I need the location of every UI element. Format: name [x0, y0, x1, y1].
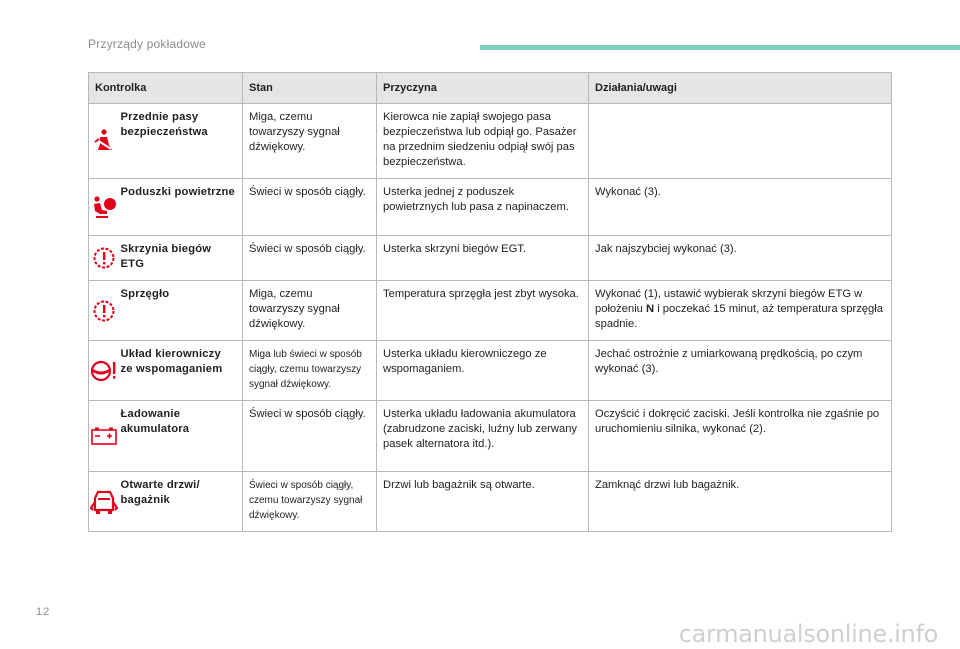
warning-cause: Usterka jednej z poduszek powietrznych lub pasa z napinaczem.: [377, 179, 589, 236]
section-title: Przyrządy pokładowe: [88, 37, 206, 51]
watermark: carmanualsonline.info: [678, 620, 938, 648]
table-row: [89, 104, 892, 179]
warning-action: Jechać ostrożnie z umiarkowaną prędkością, po czym wykonać (3).: [589, 341, 892, 401]
warning-action: Zamknąć drzwi lub bagażnik.: [589, 472, 892, 532]
table-row: [89, 179, 892, 236]
warning-name: Ładowanie akumulatora: [119, 401, 243, 472]
table-row: [89, 236, 892, 281]
warning-state: Świeci w sposób ciągły, czemu towarzyszy sygnał dźwiękowy.: [243, 472, 377, 532]
warning-name: Poduszki powietrzne: [119, 179, 243, 236]
warning-action: [589, 104, 892, 179]
warning-action: Wykonać (3).: [589, 179, 892, 236]
warning-cause: Usterka układu ładowania akumulatora (zabrudzone zaciski, luźny lub zerwany pasek alternatora itd.).: [377, 401, 589, 472]
action-text-pre: Wykonać (1), ustawić wybierak skrzyni biegów ETG w położeniu: [595, 288, 863, 315]
warning-cause: Kierowca nie zapiął swojego pasa bezpieczeństwa lub odpiął go. Pasażer na przednim siedzeniu odpiął swój pas bezpieczeństwa.: [377, 104, 589, 179]
warning-state: Miga lub świeci w sposób ciągły, czemu towarzyszy sygnał dźwiękowy.: [243, 341, 377, 401]
clutch-warning-icon: [91, 304, 117, 316]
warning-action: Jak najszybciej wykonać (3).: [589, 236, 892, 281]
table-row: [89, 472, 892, 532]
column-header-przyczyna: Przyczyna: [377, 73, 589, 104]
action-text-bold: N: [646, 303, 655, 315]
table-row: [89, 341, 892, 401]
warning-cause: Drzwi lub bagażnik są otwarte.: [377, 472, 589, 532]
warning-lights-table: [88, 72, 892, 532]
warning-state: Miga, czemu towarzyszy sygnał dźwiękowy.: [243, 104, 377, 179]
column-header-kontrolka: Kontrolka: [89, 73, 243, 104]
table-row: [89, 281, 892, 341]
column-header-stan: Stan: [243, 73, 377, 104]
warning-action: [589, 281, 892, 341]
page-number: 12: [36, 606, 51, 618]
table-header-row: [89, 73, 892, 104]
warning-state: Świeci w sposób ciągły.: [243, 236, 377, 281]
warning-action: Oczyścić i dokręcić zaciski. Jeśli kontrolka nie zgaśnie po uruchomieniu silnika, wykonać (2).: [589, 401, 892, 472]
warning-state: Świeci w sposób ciągły.: [243, 179, 377, 236]
gearbox-warning-icon: [91, 252, 117, 264]
door-open-icon: [90, 495, 118, 507]
column-header-dzialania: Działania/uwagi: [589, 73, 892, 104]
power-steering-icon: [89, 364, 119, 376]
airbag-icon: [90, 201, 118, 213]
warning-state: Miga, czemu towarzyszy sygnał dźwiękowy.: [243, 281, 377, 341]
warning-name: Przednie pasy bezpieczeństwa: [119, 104, 243, 179]
warning-name: Układ kierowniczy ze wspomaganiem: [119, 341, 243, 401]
action-text-post: i poczekać 15 minut, aż temperatura sprzęgła spadnie.: [595, 303, 883, 330]
battery-icon: [90, 430, 118, 442]
warning-state: Świeci w sposób ciągły.: [243, 401, 377, 472]
warning-cause: Usterka układu kierowniczego ze wspomaganiem.: [377, 341, 589, 401]
warning-cause: Usterka skrzyni biegów EGT.: [377, 236, 589, 281]
warning-name: Otwarte drzwi/ bagażnik: [119, 472, 243, 532]
table-row: [89, 401, 892, 472]
warning-cause: Temperatura sprzęgła jest zbyt wysoka.: [377, 281, 589, 341]
warning-name: Skrzynia biegów ETG: [119, 236, 243, 281]
header-accent-bar: [480, 45, 960, 50]
seatbelt-icon: [91, 135, 117, 147]
warning-name: Sprzęgło: [119, 281, 243, 341]
